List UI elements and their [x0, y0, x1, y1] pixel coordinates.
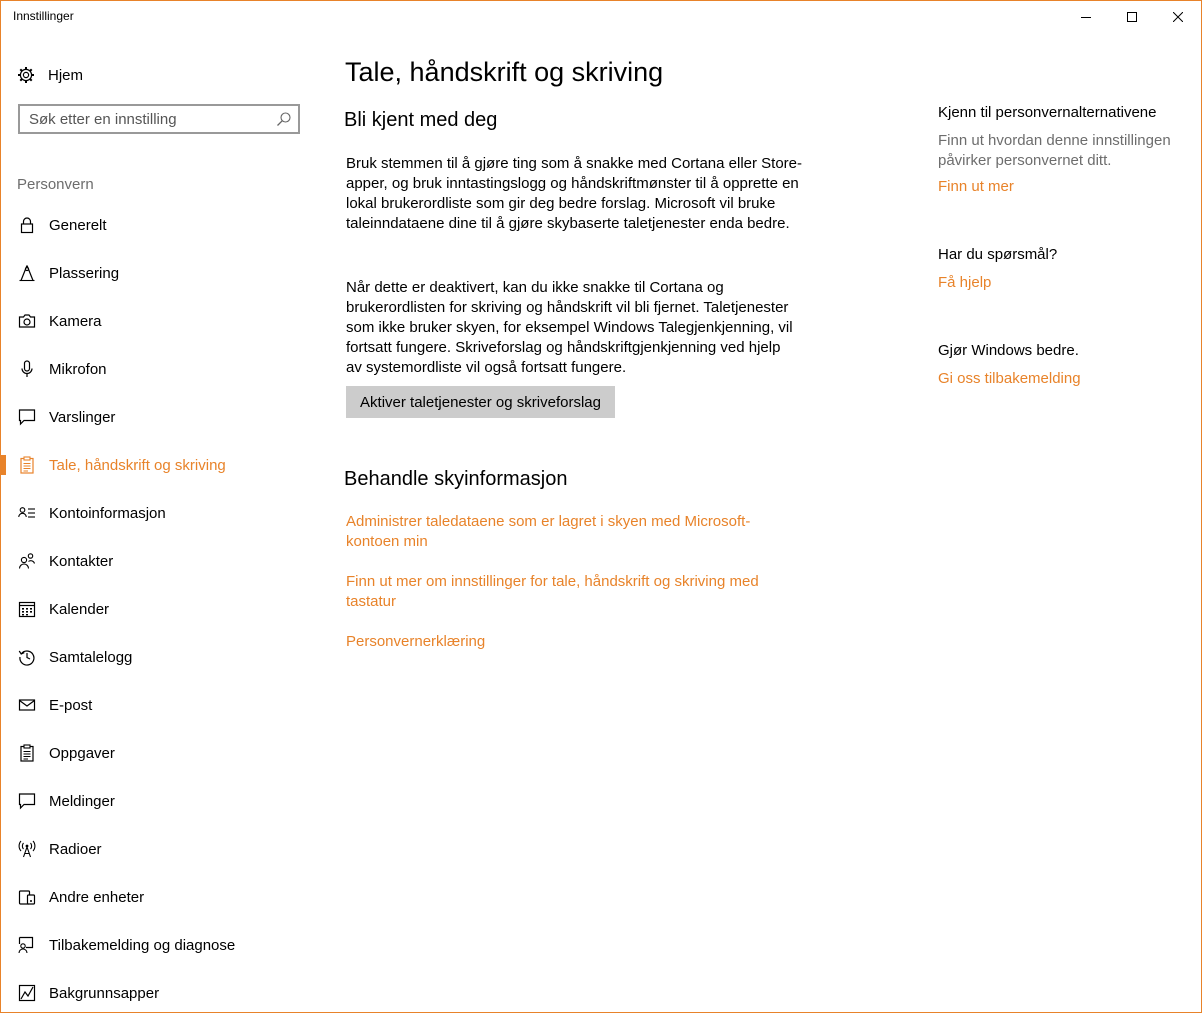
sidebar-item-varslinger[interactable] — [1, 393, 321, 441]
camera-icon — [18, 312, 36, 330]
sidebar-nav — [1, 201, 321, 1013]
tasks-icon — [18, 744, 36, 762]
sidebar-item-label: E-post — [49, 696, 93, 714]
sidebar-item-generelt[interactable] — [1, 201, 321, 249]
sidebar-item-epost[interactable] — [1, 681, 321, 729]
minimize-button[interactable] — [1063, 1, 1109, 33]
privacy-options-text: Finn ut hvordan denne innstillingen påvirker personvernet ditt. — [938, 132, 1171, 169]
search-input[interactable] — [20, 106, 269, 132]
questions-heading: Har du spørsmål? — [938, 246, 1058, 263]
devices-icon — [18, 888, 36, 906]
learn-more-link[interactable]: Finn ut mer — [938, 178, 1014, 195]
sidebar-item-label: Tale, håndskrift og skriving — [49, 456, 226, 474]
sidebar-item-samtalelogg[interactable] — [1, 633, 321, 681]
sidebar-item-label: Oppgaver — [49, 744, 115, 762]
sidebar-item-label: Kontoinformasjon — [49, 504, 166, 522]
close-button[interactable] — [1155, 1, 1201, 33]
enable-speech-services-button[interactable]: Aktiver taletjenester og skriveforslag — [346, 386, 615, 418]
section-heading-get-to-know: Bli kjent med deg — [344, 109, 498, 131]
section-heading-cloud-info: Behandle skyinformasjon — [344, 468, 568, 490]
clipboard-icon — [18, 456, 36, 474]
sidebar-item-label: Varslinger — [49, 408, 116, 426]
sidebar-item-kalender[interactable] — [1, 585, 321, 633]
gear-icon — [17, 66, 35, 84]
history-icon — [18, 648, 36, 666]
sidebar-item-label: Radioer — [49, 840, 102, 858]
minimize-icon — [1081, 12, 1091, 22]
sidebar-item-label: Generelt — [49, 216, 107, 234]
microphone-icon — [18, 360, 36, 378]
sidebar-item-kontoinformasjon[interactable] — [1, 489, 321, 537]
privacy-options-heading: Kjenn til personvernalternativene — [938, 104, 1157, 121]
location-icon — [18, 264, 36, 282]
get-help-link[interactable]: Få hjelp — [938, 274, 992, 291]
sidebar-item-oppgaver[interactable] — [1, 729, 321, 777]
sidebar-item-kamera[interactable] — [1, 297, 321, 345]
calendar-icon — [18, 600, 36, 618]
sidebar-item-label: Kalender — [49, 600, 110, 618]
sidebar-item-label: Plassering — [49, 264, 120, 282]
improve-windows-heading: Gjør Windows bedre. — [938, 342, 1079, 359]
search-box[interactable] — [18, 104, 300, 134]
sidebar-item-andre-enheter[interactable] — [1, 873, 321, 921]
sidebar-item-kontakter[interactable] — [1, 537, 321, 585]
background-apps-icon — [18, 984, 36, 1002]
sidebar-item-tale[interactable] — [1, 441, 321, 489]
title-bar — [1, 1, 1201, 33]
sidebar-item-label: Kontakter — [49, 552, 114, 570]
radio-icon — [18, 840, 36, 858]
manage-cloud-data-link[interactable]: Administrer taledataene som er lagret i skyen med Microsoft-kontoen min — [346, 513, 751, 550]
maximize-button[interactable] — [1109, 1, 1155, 33]
sidebar-item-mikrofon[interactable] — [1, 345, 321, 393]
sidebar-item-label: Meldinger — [49, 792, 115, 810]
sidebar-item-label: Kamera — [49, 312, 102, 330]
privacy-statement-link[interactable]: Personvernerklæring — [346, 633, 486, 650]
sidebar-item-radioer[interactable] — [1, 825, 321, 873]
sidebar-item-label: Samtalelogg — [49, 648, 133, 666]
sidebar-item-plassering[interactable] — [1, 249, 321, 297]
section-label-privacy: Personvern — [17, 176, 94, 193]
description-paragraph-2: Når dette er deaktivert, kan du ikke snakke til Cortana og brukerordlisten for skriving og håndskrift vil bli fjernet. Taletjenester som ikke bruker skyen, for eksempel Windows Talegjenkjenning, vil fortsatt fungere. Skriveforslag og håndskriftgjenkjenning ved hjelp av systemordliste vil også fortsatt fungere. — [346, 279, 793, 376]
give-feedback-link[interactable]: Gi oss tilbakemelding — [938, 370, 1081, 387]
description-paragraph-1: Bruk stemmen til å gjøre ting som å snakke med Cortana eller Store-apper, og bruk inntastingslogg og håndskriftmønster til å opprette en lokal brukerordliste som gir deg bedre forslag. Microsoft vil bruke taleinndataene dine til å gjøre skybaserte taletjenester enda bedre. — [346, 155, 803, 232]
sidebar-item-label: Mikrofon — [49, 360, 107, 378]
notifications-icon — [18, 408, 36, 426]
home-label: Hjem — [48, 66, 84, 84]
sidebar-item-label: Andre enheter — [49, 888, 145, 906]
sidebar-item-bakgrunnsapper[interactable] — [1, 969, 321, 1013]
sidebar-item-label: Bakgrunnsapper — [49, 984, 160, 1002]
sidebar-item-label: Tilbakemelding og diagnose — [49, 936, 236, 954]
account-info-icon — [18, 504, 36, 522]
lock-icon — [18, 216, 36, 234]
contacts-icon — [18, 552, 36, 570]
sidebar-item-meldinger[interactable] — [1, 777, 321, 825]
page-title: Tale, håndskrift og skriving — [345, 57, 664, 87]
app-title: Innstillinger — [13, 9, 74, 23]
message-icon — [18, 792, 36, 810]
maximize-icon — [1127, 12, 1137, 22]
sidebar-item-tilbakemelding[interactable] — [1, 921, 321, 969]
learn-more-settings-link[interactable]: Finn ut mer om innstillinger for tale, håndskrift og skriving med tastatur — [346, 573, 759, 610]
feedback-icon — [18, 936, 36, 954]
close-icon — [1173, 12, 1183, 22]
home-nav[interactable] — [17, 63, 83, 87]
mail-icon — [18, 696, 36, 714]
search-icon[interactable] — [276, 111, 292, 127]
